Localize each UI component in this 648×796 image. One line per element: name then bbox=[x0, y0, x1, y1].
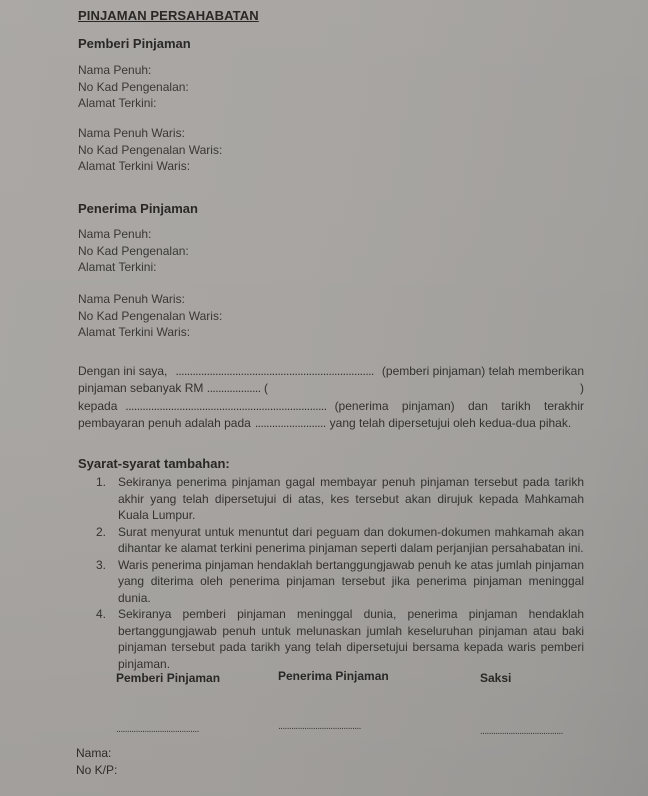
amount-blank: ................... bbox=[206, 381, 261, 396]
lender-fields bbox=[78, 62, 189, 112]
signature-line-witness: ...................................... bbox=[480, 726, 563, 737]
terms-list bbox=[96, 474, 584, 672]
borrower-heading: Penerima Pinjaman bbox=[78, 201, 198, 216]
lender-heir-name-label: Nama Penuh Waris: bbox=[78, 126, 185, 140]
borrower-name-blank: ....................................................................... bbox=[125, 398, 327, 413]
close-paren: ) bbox=[580, 381, 584, 396]
declaration-text: yang telah dipersetujui oleh kedua-dua pihak. bbox=[329, 415, 572, 430]
declaration-amount-group bbox=[78, 380, 268, 397]
footer-ic-label: No K/P: bbox=[76, 763, 118, 777]
terms-item-text: Surat menyurat untuk menuntut dari peguam dan dokumen-dokumen mahkamah akan dihantar ke alamat terkini penerima pinjaman seperti dalam perjanjian persahabatan ini. bbox=[118, 524, 584, 555]
declaration-line-3 bbox=[78, 398, 584, 415]
declaration-line-1 bbox=[78, 363, 584, 380]
declaration-text: pembayaran penuh adalah pada bbox=[78, 415, 251, 430]
lender-heading: Pemberi Pinjaman bbox=[78, 36, 191, 51]
lender-heir-ic-label: No Kad Pengenalan Waris: bbox=[78, 142, 223, 157]
lender-heir-fields bbox=[78, 125, 222, 175]
borrower-full-name-label: Nama Penuh: bbox=[78, 227, 152, 241]
terms-item-number: 3. bbox=[96, 557, 107, 572]
open-paren: ( bbox=[263, 381, 268, 396]
signature-label-witness: Saksi bbox=[480, 671, 512, 685]
declaration-text: (penerima pinjaman) dan tarikh terakhir bbox=[334, 398, 584, 413]
lender-full-name-label: Nama Penuh: bbox=[78, 63, 152, 77]
footer-name-label: Nama: bbox=[76, 746, 112, 760]
terms-item-number: 1. bbox=[96, 475, 107, 489]
declaration-line-2 bbox=[78, 380, 584, 397]
lender-heir-address-label: Alamat Terkini Waris: bbox=[78, 159, 191, 173]
terms-item bbox=[96, 557, 584, 607]
terms-item-text: Sekiranya penerima pinjaman gagal membayar penuh pinjaman tersebut pada tarikh akhir yang telah dipersetujui di atas, kes tersebut akan dirujuk kepada Mahkamah Kuala Lumpur. bbox=[118, 475, 584, 522]
signature-label-borrower: Penerima Pinjaman bbox=[278, 669, 389, 683]
lender-name-blank: ...................................................................... bbox=[175, 364, 374, 378]
terms-item bbox=[96, 524, 584, 557]
terms-item bbox=[96, 474, 584, 524]
declaration-paragraph bbox=[78, 363, 584, 432]
signature-line-lender: ...................................... bbox=[116, 724, 199, 735]
borrower-fields bbox=[78, 226, 189, 276]
document-title: PINJAMAN PERSAHABATAN bbox=[78, 8, 259, 23]
borrower-ic-label: No Kad Pengenalan: bbox=[78, 243, 189, 258]
terms-item bbox=[96, 606, 584, 672]
borrower-heir-ic-label: No Kad Pengenalan Waris: bbox=[78, 308, 223, 323]
borrower-heir-address-label: Alamat Terkini Waris: bbox=[78, 325, 191, 339]
declaration-text: kepada bbox=[78, 398, 118, 413]
signature-label-lender: Pemberi Pinjaman bbox=[116, 671, 221, 685]
lender-address-label: Alamat Terkini: bbox=[78, 96, 157, 110]
terms-item-number: 4. bbox=[96, 607, 107, 621]
borrower-heir-fields bbox=[78, 291, 222, 341]
borrower-heir-name-label: Nama Penuh Waris: bbox=[78, 292, 185, 306]
due-date-blank: ......................... bbox=[254, 415, 326, 430]
borrower-address-label: Alamat Terkini: bbox=[78, 260, 157, 274]
terms-item-number: 2. bbox=[96, 524, 107, 539]
declaration-text: Dengan ini saya, bbox=[78, 364, 168, 378]
declaration-text: pinjaman sebanyak RM bbox=[78, 381, 204, 396]
terms-item-text: Waris penerima pinjaman hendaklah bertanggungjawab penuh ke atas jumlah pinjaman yang diterima oleh penerima pinjaman tersebut jika penerima pinjaman meninggal dunia. bbox=[118, 557, 584, 605]
signature-line-borrower: ...................................... bbox=[278, 721, 361, 732]
declaration-line-4 bbox=[78, 415, 584, 432]
declaration-text: (pemberi pinjaman) telah memberikan bbox=[381, 364, 584, 378]
lender-ic-label: No Kad Pengenalan: bbox=[78, 79, 189, 94]
terms-heading: Syarat-syarat tambahan: bbox=[78, 456, 230, 471]
terms-item-text: Sekiranya pemberi pinjaman meninggal dunia, penerima pinjaman hendaklah bertanggungjawab penuh untuk melunaskan jumlah keseluruhan pinjaman atau baki pinjaman tersebut pada tarikh yang telah dipersetujui bersama kepada waris pemberi pinjaman. bbox=[118, 607, 584, 671]
